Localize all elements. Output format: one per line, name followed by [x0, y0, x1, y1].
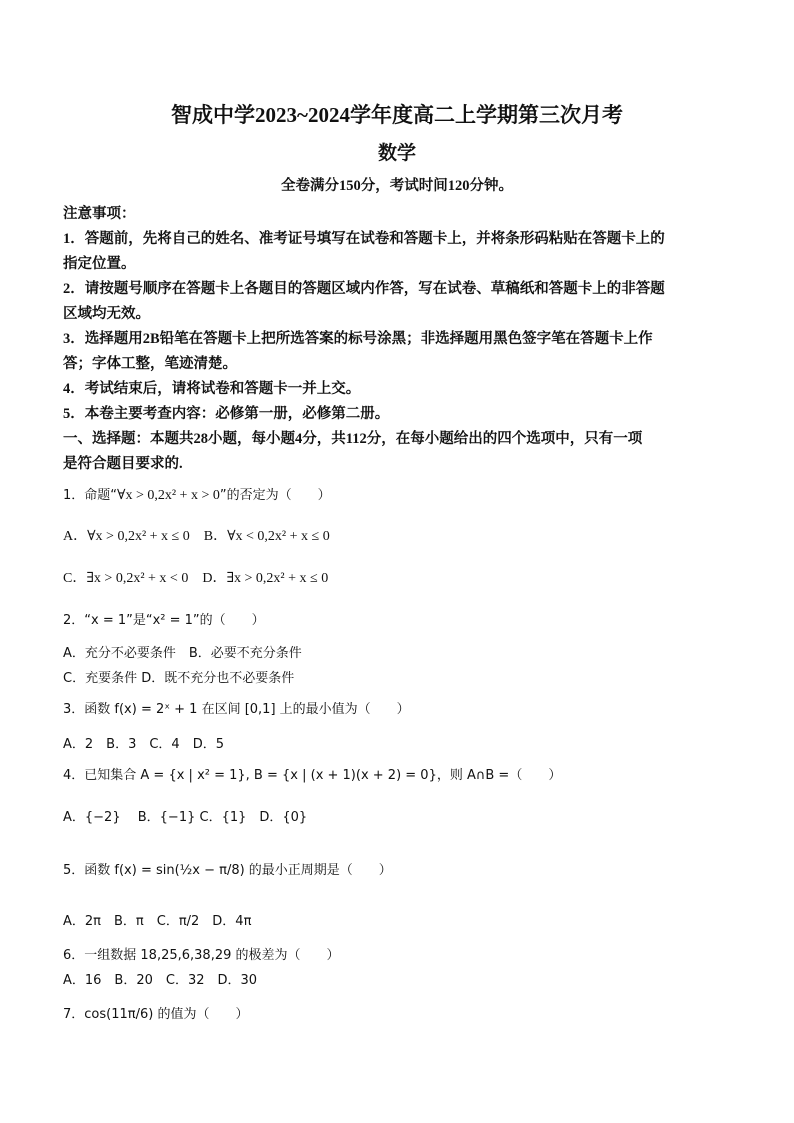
- question-1-prefix: 1．命题“: [63, 488, 118, 503]
- section-heading: 一、选择题：本题共28小题，每小题4分，共112分，在每小题给出的四个选项中，只有一项: [63, 431, 643, 447]
- option-d: D．∃x > 0,2x² + x ≤ 0: [202, 571, 329, 586]
- question-7: 7．cos(11π/6) 的值为（ ）: [63, 1007, 249, 1022]
- question-2-options-cd: C．充要条件 D．既不充分也不必要条件: [63, 671, 295, 686]
- question-1-options-ab: [63, 525, 330, 545]
- question-6-options: A．16 B．20 C．32 D．30: [63, 973, 258, 988]
- notice-item: 2．请按题号顺序在答题卡上各题目的答题区域内作答，写在试卷、草稿纸和答题卡上的非答题: [63, 281, 665, 297]
- notice-item: 4．考试结束后，请将试卷和答题卡一并上交。: [63, 381, 361, 397]
- notice-item: 指定位置。: [63, 256, 136, 272]
- score-note: 全卷满分150分，考试时间120分钟。: [281, 178, 513, 194]
- option-a: A．∀x > 0,2x² + x ≤ 0: [63, 529, 190, 544]
- notice-item: 1．答题前，先将自己的姓名、准考证号填写在试卷和答题卡上，并将条形码粘贴在答题卡上的: [63, 231, 665, 247]
- option-b: B．∀x < 0,2x² + x ≤ 0: [203, 529, 330, 544]
- question-3-options: A．2 B．3 C．4 D．5: [63, 737, 224, 752]
- subject-title: 数学: [377, 143, 416, 164]
- notice-item: 3．选择题用2B铅笔在答题卡上把所选答案的标号涂黑；非选择题用黑色签字笔在答题卡上作: [63, 331, 653, 347]
- notice-item: 区域均无效。: [63, 306, 150, 322]
- notice-item: 5．本卷主要考查内容：必修第一册，必修第二册。: [63, 406, 390, 422]
- question-4: 4．已知集合 A = {x | x² = 1}, B = {x | (x + 1)(x + 2) = 0}，则 A∩B =（ ）: [63, 768, 562, 783]
- notice-item: 答；字体工整，笔迹清楚。: [63, 356, 237, 372]
- question-6: 6．一组数据 18,25,6,38,29 的极差为（ ）: [63, 948, 340, 963]
- exam-title: 智成中学2023~2024学年度高二上学期第三次月考: [171, 103, 623, 127]
- notice-heading: 注意事项：: [63, 206, 136, 222]
- section-heading-cont: 是符合题目要求的.: [63, 456, 183, 472]
- question-2: 2．“x = 1”是“x² = 1”的（ ）: [63, 613, 265, 628]
- question-1: [63, 484, 331, 504]
- question-1-math: ∀x > 0,2x² + x > 0: [117, 488, 220, 503]
- question-2-options-ab: A．充分不必要条件 B．必要不充分条件: [63, 646, 302, 661]
- question-1-options-cd: [63, 567, 328, 587]
- question-5-options: A．2π B．π C．π/2 D．4π: [63, 914, 252, 929]
- question-4-options: A．{−2} B．{−1} C．{1} D．{0}: [63, 810, 308, 825]
- question-3: 3．函数 f(x) = 2ˣ + 1 在区间 [0,1] 上的最小值为（ ）: [63, 702, 410, 717]
- question-5: 5．函数 f(x) = sin(½x − π/8) 的最小正周期是（ ）: [63, 863, 392, 878]
- question-1-suffix: ”的否定为（ ）: [219, 488, 331, 503]
- option-c: C．∃x > 0,2x² + x < 0: [63, 571, 189, 586]
